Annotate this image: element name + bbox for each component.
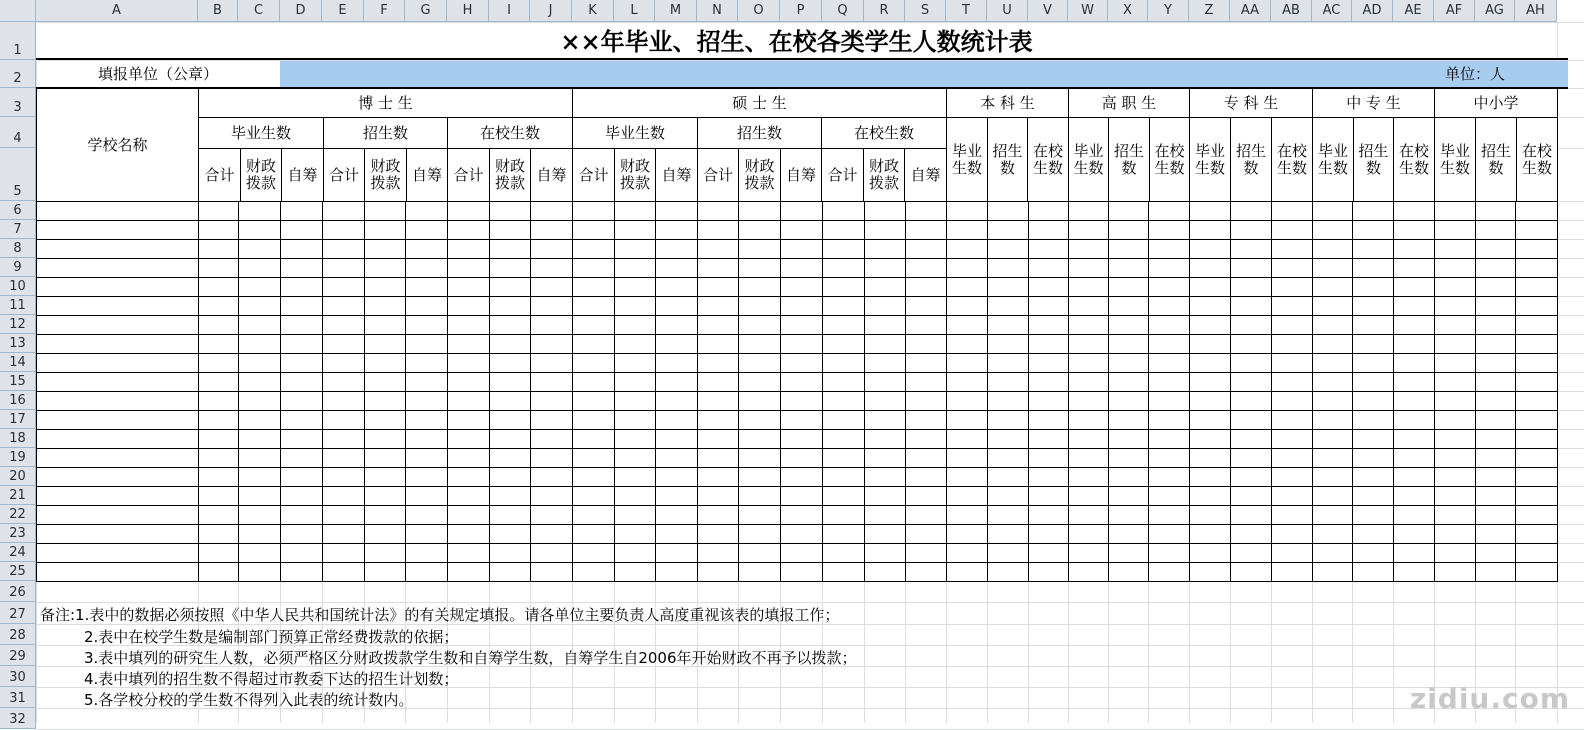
row-header[interactable]: 6 — [0, 201, 36, 220]
column-header[interactable]: K — [572, 0, 614, 22]
data-row[interactable] — [37, 468, 1557, 486]
column-header[interactable]: J — [530, 0, 572, 22]
row-header[interactable]: 3 — [0, 88, 36, 117]
column-header[interactable]: Y — [1148, 0, 1189, 22]
row-header[interactable]: 18 — [0, 429, 36, 448]
column-header[interactable]: Z — [1189, 0, 1230, 22]
page-title: ××年毕业、招生、在校各类学生人数统计表 — [36, 23, 1557, 59]
row-header[interactable]: 30 — [0, 666, 36, 687]
leaf-header-fiscal: 财政拨款 — [489, 148, 531, 202]
select-all-corner[interactable] — [0, 0, 36, 22]
sub-header-graduates: 毕业生数 — [572, 117, 698, 149]
column-header[interactable]: X — [1108, 0, 1148, 22]
column-header[interactable]: Q — [822, 0, 864, 22]
short-header-graduates: 毕业生数 — [1189, 117, 1231, 202]
column-header[interactable]: S — [905, 0, 946, 22]
short-header-graduates: 毕业生数 — [1312, 117, 1354, 202]
unit-label: 单位：人 — [1444, 64, 1505, 83]
row-header[interactable]: 7 — [0, 220, 36, 239]
row-header[interactable]: 21 — [0, 486, 36, 505]
data-row[interactable] — [37, 525, 1557, 543]
data-row[interactable] — [37, 487, 1557, 505]
data-row[interactable] — [37, 297, 1557, 315]
row-header[interactable]: 5 — [0, 148, 36, 201]
row-header[interactable]: 25 — [0, 562, 36, 581]
group-header-master: 硕 士 生 — [572, 88, 947, 118]
leaf-header-total: 合计 — [323, 148, 365, 202]
row-header[interactable]: 2 — [0, 60, 36, 88]
data-row[interactable] — [37, 335, 1557, 353]
row-header[interactable]: 9 — [0, 258, 36, 277]
data-row[interactable] — [37, 392, 1557, 410]
leaf-header-total: 合计 — [697, 148, 739, 202]
sub-header-graduates: 毕业生数 — [198, 117, 324, 149]
group-header-phd: 博 士 生 — [198, 88, 573, 118]
school-name-header: 学校名称 — [36, 88, 199, 202]
short-header-enrollment: 招生数 — [1230, 117, 1272, 202]
data-row[interactable] — [37, 506, 1557, 524]
row-header[interactable]: 31 — [0, 687, 36, 708]
leaf-header-fiscal: 财政拨款 — [614, 148, 656, 202]
short-header-enrollment: 招生数 — [1108, 117, 1150, 202]
title-underline — [36, 58, 1568, 60]
column-header[interactable]: L — [614, 0, 655, 22]
column-header[interactable]: AC — [1312, 0, 1352, 22]
note-line: 3.表中填列的研究生人数，必须严格区分财政拨款学生数和自筹学生数，自筹学生自2006年开始财政不再予以拨款； — [84, 649, 857, 667]
leaf-header-fiscal: 财政拨款 — [240, 148, 282, 202]
row-header[interactable]: 26 — [0, 581, 36, 602]
table-horizontal-border — [36, 581, 1558, 582]
data-row[interactable] — [37, 544, 1557, 562]
leaf-header-total: 合计 — [821, 148, 864, 202]
data-row[interactable] — [37, 240, 1557, 258]
group-header-secondary: 中 专 生 — [1312, 88, 1435, 118]
row-header[interactable]: 15 — [0, 372, 36, 391]
leaf-header-self_funded: 自筹 — [655, 148, 698, 202]
column-header[interactable]: AF — [1434, 0, 1475, 22]
column-header[interactable]: U — [987, 0, 1028, 22]
leaf-header-self_funded: 自筹 — [281, 148, 324, 202]
leaf-header-self_funded: 自筹 — [780, 148, 822, 202]
sub-header-in_school: 在校生数 — [821, 117, 947, 149]
short-header-enrollment: 招生数 — [1475, 117, 1517, 202]
column-header[interactable]: AD — [1352, 0, 1393, 22]
data-row[interactable] — [37, 449, 1557, 467]
leaf-header-self_funded: 自筹 — [904, 148, 947, 202]
column-header[interactable]: AA — [1230, 0, 1271, 22]
column-header[interactable]: E — [322, 0, 364, 22]
short-header-in_school: 在校生数 — [1516, 117, 1558, 202]
data-row[interactable] — [37, 430, 1557, 448]
row-header[interactable]: 8 — [0, 239, 36, 258]
data-row[interactable] — [37, 221, 1557, 239]
short-header-graduates: 毕业生数 — [1434, 117, 1476, 202]
column-header[interactable]: T — [946, 0, 987, 22]
leaf-header-fiscal: 财政拨款 — [738, 148, 781, 202]
column-header[interactable]: D — [280, 0, 322, 22]
note-line: 2.表中在校学生数是编制部门预算正常经费拨款的依据； — [84, 628, 459, 646]
group-header-primary_secondary: 中小学 — [1434, 88, 1558, 118]
row-header[interactable]: 20 — [0, 467, 36, 486]
row-header[interactable]: 32 — [0, 708, 36, 729]
group-header-bachelor: 本 科 生 — [946, 88, 1069, 118]
note-line: 备注:1.表中的数据必须按照《中华人民共和国统计法》的有关规定填报。请各单位主要负责人高度重视该表的填报工作； — [40, 606, 840, 624]
column-header[interactable]: R — [864, 0, 905, 22]
row-header[interactable]: 13 — [0, 334, 36, 353]
short-header-enrollment: 招生数 — [987, 117, 1028, 202]
row-header[interactable]: 11 — [0, 296, 36, 315]
sub-header-in_school: 在校生数 — [447, 117, 573, 149]
row-header[interactable]: 1 — [0, 22, 36, 60]
data-row[interactable] — [37, 373, 1557, 391]
row-header[interactable]: 23 — [0, 524, 36, 543]
data-row[interactable] — [37, 354, 1557, 372]
data-row[interactable] — [37, 316, 1557, 334]
short-header-in_school: 在校生数 — [1271, 117, 1313, 202]
leaf-header-total: 合计 — [572, 148, 615, 202]
row-header[interactable]: 14 — [0, 353, 36, 372]
leaf-header-self_funded: 自筹 — [406, 148, 448, 202]
column-header[interactable]: N — [697, 0, 738, 22]
data-row[interactable] — [37, 259, 1557, 277]
column-header[interactable]: G — [405, 0, 447, 22]
leaf-header-self_funded: 自筹 — [530, 148, 573, 202]
sub-header-enrollment: 招生数 — [323, 117, 448, 149]
short-header-enrollment: 招生数 — [1353, 117, 1394, 202]
column-header[interactable]: A — [36, 0, 198, 22]
watermark-logo: zidiu.com — [1409, 682, 1570, 715]
row-header[interactable]: 28 — [0, 624, 36, 645]
group-header-vocational: 高 职 生 — [1068, 88, 1190, 118]
row-header[interactable]: 16 — [0, 391, 36, 410]
column-header[interactable]: M — [655, 0, 697, 22]
short-header-in_school: 在校生数 — [1149, 117, 1190, 202]
row-header[interactable]: 4 — [0, 117, 36, 148]
column-header[interactable]: AE — [1393, 0, 1434, 22]
column-header[interactable]: F — [364, 0, 405, 22]
column-header[interactable]: I — [489, 0, 530, 22]
group-header-junior_college: 专 科 生 — [1189, 88, 1313, 118]
row-header[interactable]: 24 — [0, 543, 36, 562]
blue-fill-row2 — [280, 61, 1568, 87]
row-header[interactable]: 12 — [0, 315, 36, 334]
data-row[interactable] — [37, 411, 1557, 429]
row-header[interactable]: 19 — [0, 448, 36, 467]
row-header[interactable]: 10 — [0, 277, 36, 296]
row-header[interactable]: 22 — [0, 505, 36, 524]
reporting-unit-label: 填报单位（公章） — [38, 61, 278, 88]
column-header[interactable]: AG — [1475, 0, 1515, 22]
column-header[interactable]: AB — [1271, 0, 1312, 22]
column-header[interactable]: W — [1068, 0, 1108, 22]
gridline-horizontal — [36, 602, 1584, 603]
leaf-header-total: 合计 — [198, 148, 241, 202]
column-header[interactable]: H — [447, 0, 489, 22]
sub-header-enrollment: 招生数 — [697, 117, 822, 149]
column-header[interactable]: P — [780, 0, 822, 22]
row-header[interactable]: 27 — [0, 602, 36, 624]
column-header[interactable]: C — [238, 0, 280, 22]
row-header[interactable]: 29 — [0, 645, 36, 666]
leaf-header-fiscal: 财政拨款 — [364, 148, 407, 202]
data-row[interactable] — [37, 278, 1557, 296]
column-header[interactable]: V — [1028, 0, 1068, 22]
short-header-graduates: 毕业生数 — [946, 117, 988, 202]
column-header[interactable]: O — [738, 0, 780, 22]
data-row[interactable] — [37, 202, 1557, 220]
data-row[interactable] — [37, 563, 1557, 581]
leaf-header-fiscal: 财政拨款 — [863, 148, 905, 202]
note-line: 5.各学校分校的学生数不得列入此表的统计数内。 — [84, 691, 414, 709]
leaf-header-total: 合计 — [447, 148, 490, 202]
short-header-in_school: 在校生数 — [1027, 117, 1069, 202]
column-header[interactable]: AH — [1515, 0, 1557, 22]
row-header[interactable]: 17 — [0, 410, 36, 429]
column-header[interactable]: B — [198, 0, 238, 22]
short-header-in_school: 在校生数 — [1393, 117, 1435, 202]
short-header-graduates: 毕业生数 — [1068, 117, 1109, 202]
note-line: 4.表中填列的招生数不得超过市教委下达的招生计划数； — [84, 670, 459, 688]
